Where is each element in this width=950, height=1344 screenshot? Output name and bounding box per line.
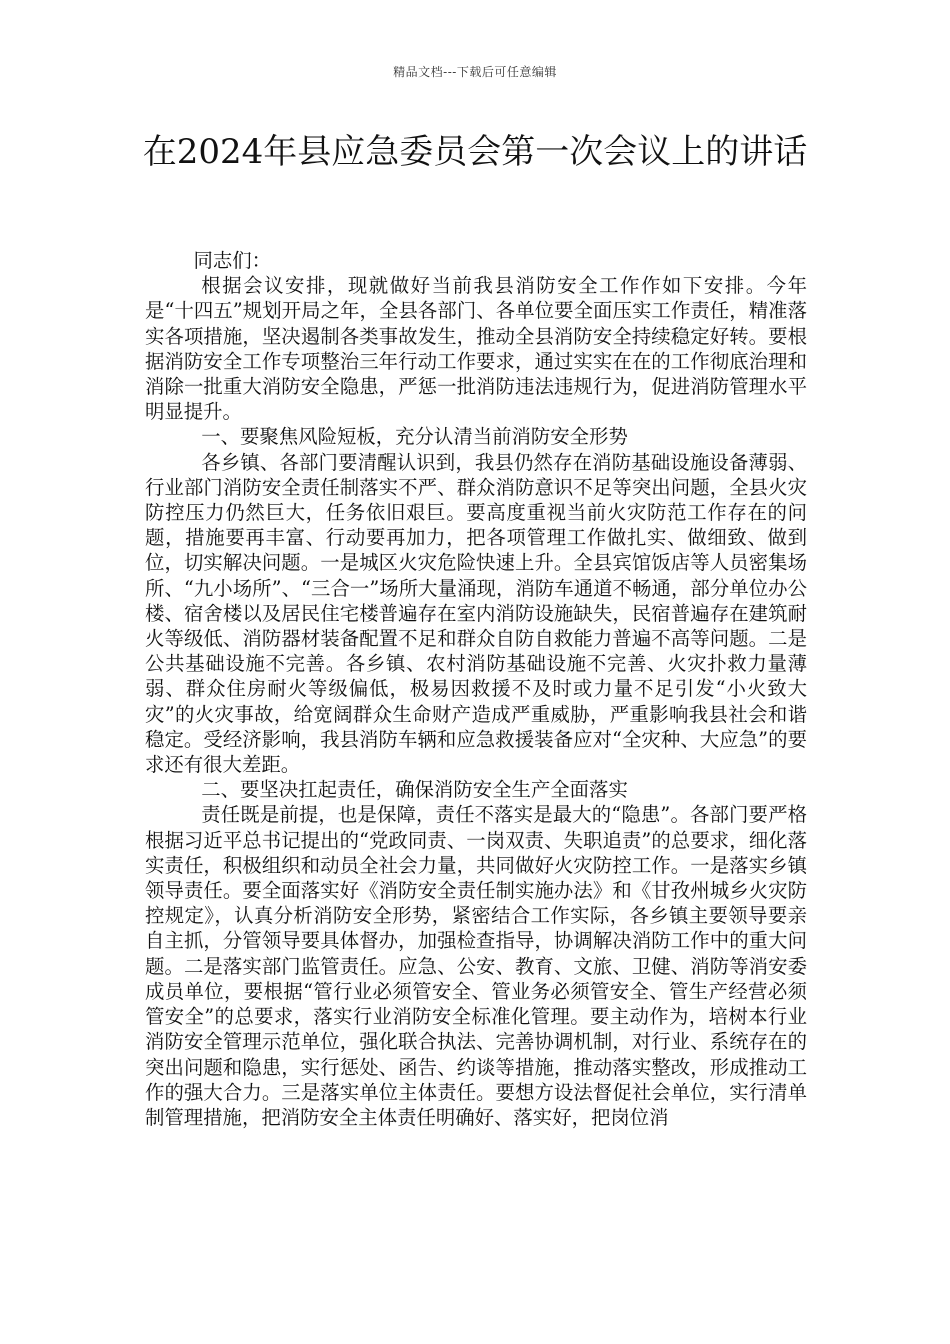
document-body <box>145 248 807 1130</box>
paragraph-section-1: 各乡镇、各部门要清醒认识到，我县仍然存在消防基础设施设备薄弱、行业部门消防安全责任制落实不严、群众消防意识不足等突出问题，全县火灾防控压力仍然巨大，任务依旧艰巨。要高度重视当前火灾防范工作存在的问题，措施要再丰富、行动要再加力，把各项管理工作做扎实、做细致、做到位，切实解决问题。一是城区火灾危险快速上升。全县宾馆饭店等人员密集场所、“九小场所”、“三合一”场所大量涌现，消防车通道不畅通，部分单位办公楼、宿舍楼以及居民住宅楼普遍存在室内消防设施缺失，民宿普遍存在建筑耐火等级低、消防器材装备配置不足和群众自防自救能力普遍不高等问题。二是公共基础设施不完善。各乡镇、农村消防基础设施不完善、火灾扑救力量薄弱、群众住房耐火等级偏低，极易因救援不及时或力量不足引发“小火致大灾”的火灾事故，给宽阔群众生命财产造成严重威胁，严重影响我县社会和谐稳定。受经济影响，我县消防车辆和应急救援装备应对“全灾种、大应急”的要求还有很大差距。 <box>145 450 807 777</box>
section-heading-2: 二、要坚决扛起责任，确保消防安全生产全面落实 <box>201 778 628 802</box>
salutation: 同志们： <box>193 249 272 272</box>
paragraph-intro: 根据会议安排，现就做好当前我县消防安全工作作如下安排。今年是“十四五”规划开局之年，全县各部门、各单位要全面压实工作责任，精准落实各项措施，坚决遏制各类事故发生，推动全县消防安全持续稳定好转。要根据消防安全工作专项整治三年行动工作要求，通过实实在在的工作彻底治理和消除一批重大消防安全隐患，严惩一批消防违法违规行为，促进消防管理水平明显提升。 <box>145 274 807 424</box>
document-header-note: 精品文档---下载后可任意编辑 <box>393 65 557 79</box>
paragraph-section-2: 责任既是前提，也是保障，责任不落实是最大的“隐患”。各部门要严格根据习近平总书记提出的“党政同责、一岗双责、失职追责”的总要求，细化落实责任，积极组织和动员全社会力量，共同做好火灾防控工作。一是落实乡镇领导责任。要全面落实好《消防安全责任制实施办法》和《甘孜州城乡火灾防控规定》，认真分析消防安全形势，紧密结合工作实际，各乡镇主要领导要亲自主抓，分管领导要具体督办，加强检查指导，协调解决消防工作中的重大问题。二是落实部门监管责任。应急、公安、教育、文旅、卫健、消防等消安委成员单位，要根据“管行业必须管安全、管业务必须管安全、管生产经营必须管安全”的总要求，落实行业消防安全标准化管理。要主动作为，培树本行业消防安全管理示范单位，强化联合执法、完善协调机制，对行业、系统存在的突出问题和隐患，实行惩处、函告、约谈等措施，推动落实整改，形成推动工作的强大合力。三是落实单位主体责任。要想方设法督促社会单位，实行清单制管理措施，把消防安全主体责任明确好、落实好，把岗位消 <box>145 803 807 1129</box>
document-title: 在2024年县应急委员会第一次会议上的讲话 <box>142 132 808 172</box>
section-heading-1: 一、要聚焦风险短板，充分认清当前消防安全形势 <box>201 425 628 449</box>
